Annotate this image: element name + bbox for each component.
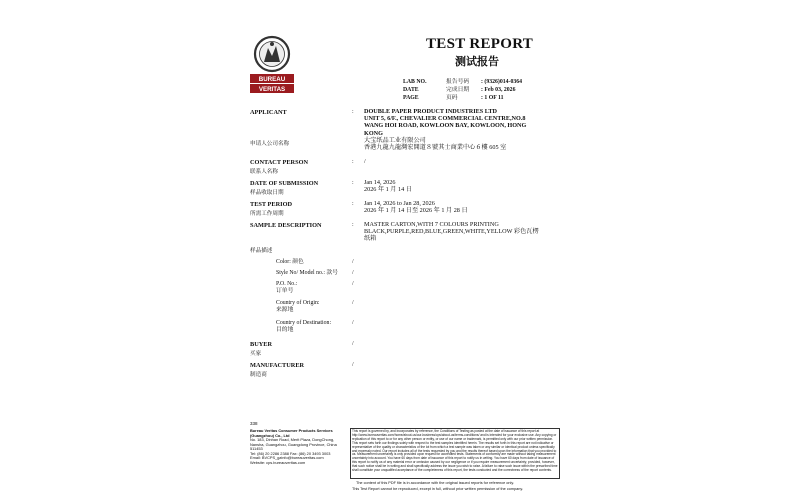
- meta-value: 1 OF 11: [484, 95, 504, 101]
- submission-value: [364, 179, 412, 193]
- bureau-veritas-logo: [246, 34, 298, 96]
- sample-field-country-destination: [276, 320, 331, 334]
- sample-line: MASTER CARTON,WITH 7 COLOURS PRINTING: [364, 221, 499, 228]
- field-label: Country of Destination:: [276, 320, 332, 326]
- applicant-label: APPLICANT: [250, 109, 287, 116]
- colon: :: [352, 109, 354, 115]
- applicant-line: UNIT 5, 6/F., CHEVALIER COMMERCIAL CENTRE,NO.8: [364, 115, 526, 123]
- test-period-range-zh: 2026 年 1 月 14 日至 2026 年 1 月 28 日: [364, 207, 468, 215]
- sample-line: BLACK,PURPLE,RED,BLUE,GREEN,WHITE,YELLOW 彩色瓦楞: [364, 228, 539, 236]
- footer-terms-box: This report is governed by, and incorporates by reference, the Conditions of Testing as posted at the date of issuance of this report at http://www.bureauveritas.com/home/about-us/our-business/cps/about-us/terms-conditions/ and is intended for your exclusive use. Any copying or replication of this report to or for any other person or entity, or use of our name or trademark, is permitted only with our prior written permission. This report sets forth our findings solely with respect to the test samples identified herein. The results set forth in this report are not indicative or representative of the quality or characteristics of the lot from which a test sample was taken or any similar or identical product unless specifically and expressly noted. Our report includes all of the tests requested by you and the results thereof based upon the information that you provided to us. Measurement uncertainty is only provided upon request for accredited tests. Statements of conformity are made without taking measurement uncertainty into account. You have 60 days from date of issuance of this report to notify us in writing. You have 60 days from date of issuance of this report to notify us of any material error or omission caused by our negligence or if you require measurement uncertainty; provided, however, that such notice shall be in writing and shall specifically address the issue you wish to raise. A failure to raise such issue within the prescribed time shall constitute your unqualified acceptance of the completeness of this report, the tests conducted and the correctness of the report contents.: [350, 428, 560, 479]
- footer-address: No. 183, Dinhan Road, Merit Plaza, DongChong, Nansha, Guangzhou, Guangdong Province, China 511453: [250, 437, 337, 451]
- field-label: Country of Origin:: [276, 300, 320, 306]
- field-value: /: [352, 281, 354, 287]
- meta-row-lab-no: LAB NO. 报告号码 : (9326)014-0364: [403, 76, 522, 85]
- meta-key: DATE: [403, 87, 419, 93]
- applicant-line: KONG: [364, 129, 383, 137]
- footer-company-2: (Guangzhou) Co., Ltd: [250, 432, 290, 438]
- applicant-label-zh: 申请人公司名称: [250, 141, 290, 147]
- field-label-zh: 来源地: [276, 307, 294, 313]
- footer-company-block: [250, 429, 346, 465]
- test-period-label-zh: 所需工作周期: [250, 211, 284, 217]
- field-label: Style No/ Model no.: 款号: [276, 270, 338, 276]
- footer-email: Email: BVCPS_gzinfo@bureauveritas.com: [250, 455, 324, 460]
- applicant-value: [364, 108, 526, 151]
- field-label: Color: 颜色: [276, 259, 304, 265]
- sample-field-color: [276, 259, 304, 266]
- submission-date-zh: 2026 年 1 月 14 日: [364, 186, 412, 194]
- meta-value: Feb 03, 2026: [484, 87, 516, 93]
- meta-key-zh: 完成日期: [446, 87, 470, 93]
- manufacturer-label-zh: 制造商: [250, 372, 267, 378]
- contact-person-value: /: [364, 158, 366, 165]
- report-title: TEST REPORT: [426, 36, 534, 52]
- footer-website: Website: cps.bureauveritas.com: [250, 459, 306, 465]
- applicant-line: WANG HOI ROAD, KOWLOON BAY, KOWLOON, HONG: [364, 122, 527, 130]
- field-value: /: [352, 259, 354, 265]
- buyer-value: /: [352, 341, 354, 347]
- sample-description-label-zh: 样品描述: [250, 248, 273, 254]
- colon: :: [352, 222, 354, 228]
- contact-person-label: CONTACT PERSON: [250, 159, 309, 166]
- footer-company: Bureau Veritas Consumer Products Services: [250, 428, 333, 433]
- colon: :: [352, 159, 354, 165]
- meta-row-date: DATE 完成日期 : Feb 03, 2026: [403, 84, 515, 93]
- sample-description-value: [364, 221, 539, 243]
- buyer-label-zh: 买家: [250, 351, 262, 357]
- applicant-line-zh: 大宝纸品工业有限公司: [364, 136, 426, 144]
- report-subtitle: 测试报告: [455, 56, 499, 68]
- submission-date: Jan 14, 2026: [364, 179, 396, 186]
- meta-key: LAB NO.: [403, 79, 427, 85]
- colon: :: [352, 180, 354, 186]
- footer-note-2: This Test Report cannot be reproduced, except in full, without prior written permission of the company.: [352, 487, 524, 491]
- submission-label-zh: 样品收取日期: [250, 190, 284, 196]
- sample-line: 纸箱: [364, 235, 377, 243]
- test-period-label: TEST PERIOD: [250, 201, 293, 208]
- manufacturer-label: MANUFACTURER: [250, 362, 305, 369]
- footer-tel: Tel: (86) 20 2286 2388 Fax: (86) 20 3493 3003: [250, 450, 331, 456]
- test-period-value: [364, 200, 468, 214]
- submission-label: DATE OF SUBMISSION: [250, 180, 319, 187]
- meta-key: PAGE: [403, 95, 419, 101]
- applicant-line-zh: 香港九龍九龍灣宏開道８號其士商業中心６樓 605 室: [364, 144, 507, 152]
- sample-field-country-origin: [276, 300, 319, 314]
- meta-key-zh: 页码: [446, 95, 458, 101]
- logo-brand-top: BUREAU: [258, 76, 286, 84]
- meta-value: (9326)014-0364: [484, 79, 523, 85]
- field-label-zh: 目的地: [276, 327, 294, 333]
- manufacturer-value: /: [352, 362, 354, 368]
- logo-brand-bottom: VERITAS: [258, 86, 286, 94]
- field-label: P.O. No.:: [276, 281, 298, 287]
- applicant-line: DOUBLE PAPER PRODUCT INDUSTRIES LTD: [364, 108, 497, 115]
- bureau-veritas-seal-icon: [255, 37, 289, 71]
- field-label-zh: 订单号: [276, 288, 294, 294]
- field-value: /: [352, 320, 354, 326]
- buyer-label: BUYER: [250, 341, 273, 348]
- test-period-range: Jan 14, 2026 to Jan 28, 2026: [364, 200, 435, 207]
- colon: :: [352, 201, 354, 207]
- contact-person-label-zh: 联系人名称: [250, 169, 278, 175]
- footer-note-1: The content of this PDF file is in accordance with the original issued reports for reference only.: [356, 481, 514, 485]
- field-value: /: [352, 300, 354, 306]
- footer-code: 338: [250, 421, 258, 426]
- sample-description-label: SAMPLE DESCRIPTION: [250, 222, 322, 229]
- meta-row-page: PAGE 页码 : 1 OF 11: [403, 92, 504, 101]
- meta-key-zh: 报告号码: [446, 79, 470, 85]
- sample-field-style-no: [276, 270, 338, 277]
- sample-field-po-no: [276, 281, 297, 295]
- field-value: /: [352, 270, 354, 276]
